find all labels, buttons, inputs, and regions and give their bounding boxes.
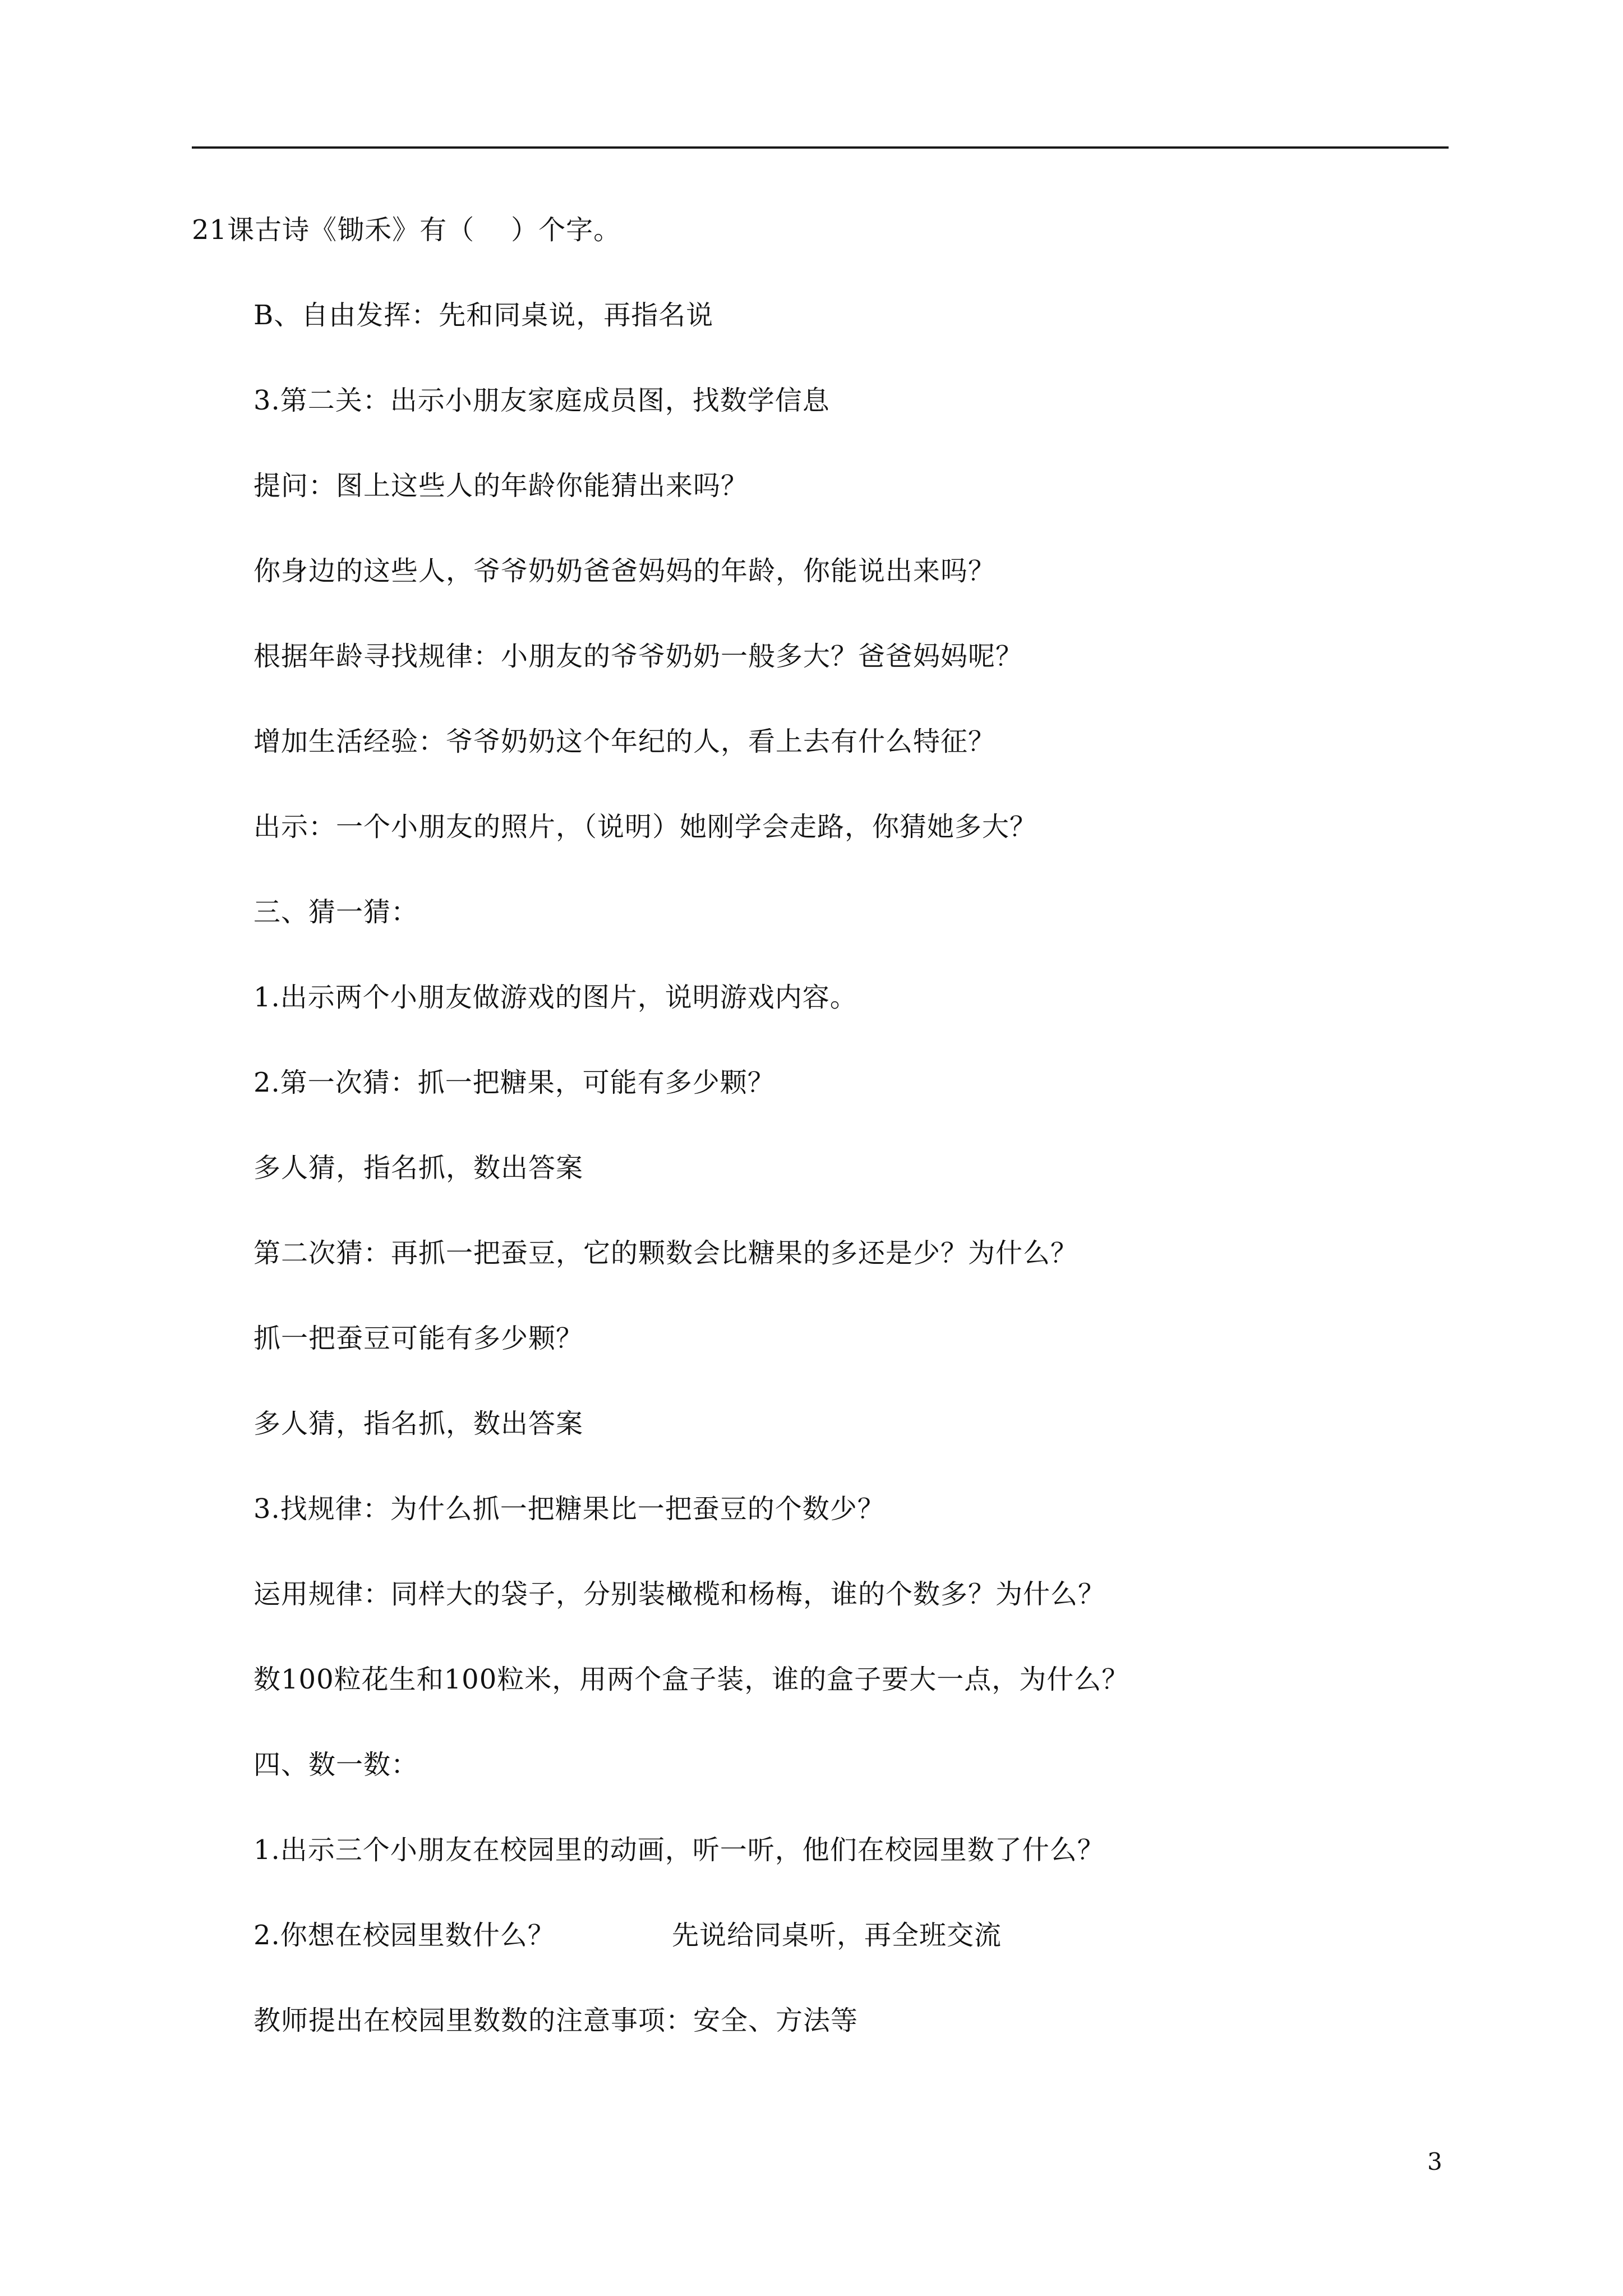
text-line-10: 1.出示两个小朋友做游戏的图片，说明游戏内容。 [253, 982, 857, 1013]
page-number: 3 [1427, 2148, 1442, 2175]
text-line-7: 增加生活经验：爷爷奶奶这个年纪的人，看上去有什么特征？ [253, 726, 996, 757]
text-line-14: 抓一把蚕豆可能有多少颗？ [253, 1323, 584, 1354]
text-line-12: 多人猜，指名抓，数出答案 [253, 1152, 584, 1184]
text-line-18: 数100粒花生和100粒米，用两个盒子装，谁的盒子要大一点，为什么？ [253, 1664, 1129, 1695]
text-line-5: 你身边的这些人，爷爷奶奶爸爸妈妈的年龄，你能说出来吗？ [253, 555, 996, 587]
text-line-17: 运用规律：同样大的袋子，分别装橄榄和杨梅，谁的个数多？为什么？ [253, 1579, 1106, 1610]
text-line-11: 2.第一次猜：抓一把糖果，可能有多少颗？ [253, 1067, 775, 1098]
text-line-15: 多人猜，指名抓，数出答案 [253, 1408, 584, 1439]
section-heading-count: 四、数一数： [253, 1749, 419, 1780]
section-heading-guess: 三、猜一猜： [253, 896, 419, 928]
text-line-8: 出示：一个小朋友的照片，（说明）她刚学会走路，你猜她多大？ [253, 811, 1038, 843]
text-line-16: 3.找规律：为什么抓一把糖果比一把蚕豆的个数少？ [253, 1493, 885, 1525]
text-line-21-tail: 先说给同桌听，再全班交流 [672, 1920, 1002, 1951]
text-line-2: B、自由发挥：先和同桌说，再指名说 [253, 300, 714, 331]
text-line-20: 1.出示三个小朋友在校园里的动画，听一听，他们在校园里数了什么？ [253, 1834, 1105, 1866]
text-line-21: 2.你想在校园里数什么？ [253, 1920, 555, 1951]
text-line-22: 教师提出在校园里数数的注意事项：安全、方法等 [253, 2005, 859, 2036]
text-line-6: 根据年龄寻找规律：小朋友的爷爷奶奶一般多大？爸爸妈妈呢？ [253, 641, 1023, 672]
text-line-13: 第二次猜：再抓一把蚕豆，它的颗数会比糖果的多还是少？为什么？ [253, 1237, 1078, 1269]
header-rule [192, 146, 1449, 149]
text-line-4: 提问：图上这些人的年龄你能猜出来吗？ [253, 470, 749, 501]
text-line-3: 3.第二关：出示小朋友家庭成员图，找数学信息 [253, 385, 830, 416]
text-line-1: 21课古诗《锄禾》有（ ）个字。 [192, 214, 621, 246]
